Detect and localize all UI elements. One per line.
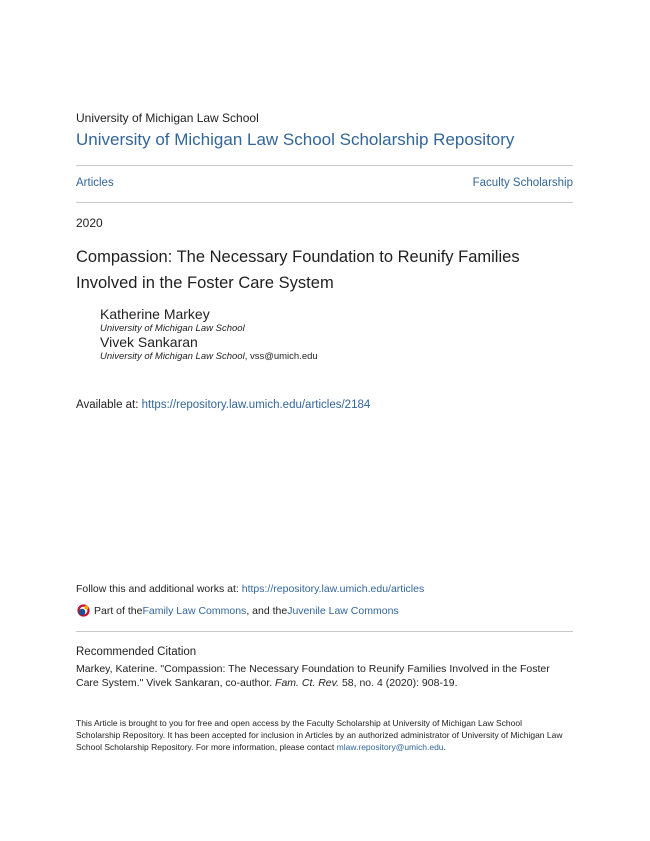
affiliation-text: University of Michigan Law School	[100, 323, 245, 334]
family-law-commons-link[interactable]: Family Law Commons	[142, 604, 247, 617]
article-url-link[interactable]: https://repository.law.umich.edu/articles/2184	[141, 399, 371, 411]
contact-email-link[interactable]: mlaw.repository@umich.edu	[336, 742, 444, 752]
part-of-line	[76, 603, 399, 618]
follow-url-link[interactable]: https://repository.law.umich.edu/articles	[241, 583, 425, 595]
nav-divider	[76, 202, 573, 203]
publication-year: 2020	[76, 216, 103, 230]
juvenile-law-commons-link[interactable]: Juvenile Law Commons	[287, 604, 399, 617]
available-at	[76, 399, 370, 411]
commons-network-icon	[76, 603, 91, 618]
author-affiliation	[100, 323, 245, 334]
access-notice	[76, 717, 566, 753]
article-title: Compassion: The Necessary Foundation to Reunify Families Involved in the Foster Care System	[76, 248, 520, 292]
citation-before: Markey, Katerine. "Compassion: The Necessary Foundation to Reunify Families Involved in the Foster Care System." Vivek Sankaran, co-author.	[76, 663, 550, 689]
citation-after: 58, no. 4 (2020): 908-19.	[339, 677, 458, 689]
affiliation-text: University of Michigan Law School	[100, 351, 245, 362]
institution-name: University of Michigan Law School	[76, 111, 259, 125]
faculty-scholarship-link[interactable]: Faculty Scholarship	[472, 177, 573, 189]
part-of-prefix: Part of the	[94, 604, 143, 617]
part-of-middle: , and the	[246, 604, 288, 617]
articles-link[interactable]: Articles	[76, 177, 114, 189]
citation-text	[76, 662, 566, 690]
follow-label: Follow this and additional works at:	[76, 583, 242, 595]
author-affiliation	[100, 351, 318, 362]
citation-divider	[76, 631, 573, 632]
author-email: , vss@umich.edu	[244, 351, 318, 362]
follow-line	[76, 583, 424, 595]
notice-end: .	[443, 742, 446, 752]
citation-heading: Recommended Citation	[76, 646, 197, 658]
author-name: Katherine Markey	[100, 306, 210, 322]
author-name: Vivek Sankaran	[100, 334, 198, 350]
top-divider	[76, 165, 573, 166]
citation-journal: Fam. Ct. Rev.	[275, 677, 340, 689]
repository-link[interactable]: University of Michigan Law School Scholarship Repository	[76, 130, 515, 149]
available-label: Available at:	[76, 399, 142, 411]
notice-text: This Article is brought to you for free and open access by the Faculty Scholarship at University of Michigan Law School Scholarship Repository. It has been accepted for inclusion in Articles by an authorized administrator of University of Michigan Law School Scholarship Repository. For more information, please contact	[76, 718, 563, 752]
